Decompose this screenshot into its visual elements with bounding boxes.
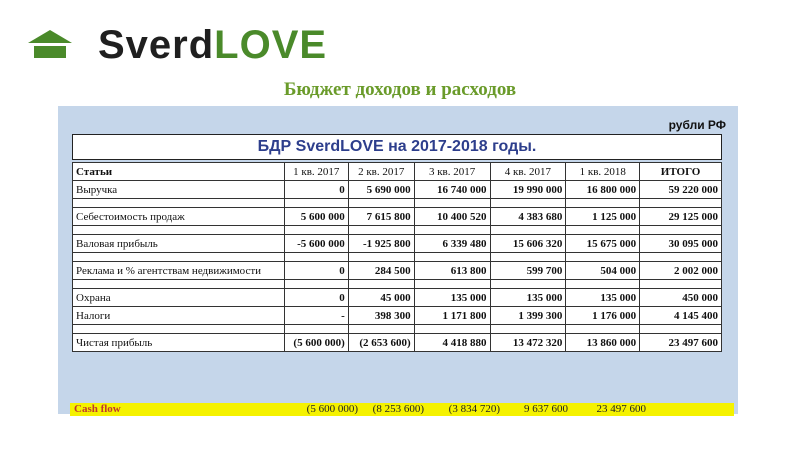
table-cell: 450 000 — [640, 289, 722, 307]
spacer-row — [73, 280, 722, 289]
table-cell: 0 — [284, 262, 348, 280]
table-cell: 15 675 000 — [566, 235, 640, 253]
header-cell: 4 кв. 2017 — [490, 163, 566, 181]
cashflow-value: 9 637 600 — [524, 403, 568, 415]
table-cell: 1 176 000 — [566, 307, 640, 325]
table-cell: 504 000 — [566, 262, 640, 280]
header-cell: ИТОГО — [640, 163, 722, 181]
spacer-row — [73, 253, 722, 262]
header-cell: 3 кв. 2017 — [414, 163, 490, 181]
table-cell: 4 418 880 — [414, 334, 490, 352]
table-cell: - — [284, 307, 348, 325]
table-header-row — [73, 163, 722, 181]
table-cell: 5 600 000 — [284, 208, 348, 226]
header-cell: 2 кв. 2017 — [348, 163, 414, 181]
row-label: Себестоимость продаж — [73, 208, 285, 226]
logo — [28, 22, 368, 72]
table-cell: 0 — [284, 181, 348, 199]
cashflow-value: (3 834 720) — [448, 403, 500, 415]
header-cell: 1 кв. 2017 — [284, 163, 348, 181]
table-cell: 30 095 000 — [640, 235, 722, 253]
table-cell: -1 925 800 — [348, 235, 414, 253]
table-cell: 45 000 — [348, 289, 414, 307]
table-cell: 1 399 300 — [490, 307, 566, 325]
page-title: Бюджет доходов и расходов — [283, 79, 517, 100]
header-cell: 1 кв. 2018 — [566, 163, 640, 181]
cashflow-value: (8 253 600) — [372, 403, 424, 415]
table-row — [73, 334, 722, 352]
table-cell: 4 383 680 — [490, 208, 566, 226]
table-cell: 398 300 — [348, 307, 414, 325]
row-label: Реклама и % агентствам недвижимости — [73, 262, 285, 280]
table-cell: 135 000 — [414, 289, 490, 307]
table-cell: 4 145 400 — [640, 307, 722, 325]
header-cell: Статьи — [73, 163, 285, 181]
row-label: Чистая прибыль — [73, 334, 285, 352]
table-row — [73, 208, 722, 226]
table-cell: 2 002 000 — [640, 262, 722, 280]
logo-text — [98, 22, 327, 68]
table-cell: 613 800 — [414, 262, 490, 280]
table-row — [73, 235, 722, 253]
table-cell: 5 690 000 — [348, 181, 414, 199]
table-cell: 6 339 480 — [414, 235, 490, 253]
table-cell: 29 125 000 — [640, 208, 722, 226]
row-label: Охрана — [73, 289, 285, 307]
table-cell: 0 — [284, 289, 348, 307]
budget-table — [72, 162, 722, 352]
row-label: Валовая прибыль — [73, 235, 285, 253]
table-cell: 1 171 800 — [414, 307, 490, 325]
house-icon — [28, 30, 72, 60]
budget-sheet — [58, 106, 738, 414]
table-cell: 13 472 320 — [490, 334, 566, 352]
cashflow-label: Cash flow — [74, 403, 121, 415]
row-label: Налоги — [73, 307, 285, 325]
spacer-row — [73, 226, 722, 235]
table-cell: 284 500 — [348, 262, 414, 280]
table-cell: 13 860 000 — [566, 334, 640, 352]
cashflow-value: 23 497 600 — [596, 403, 646, 415]
table-cell: 15 606 320 — [490, 235, 566, 253]
table-row — [73, 262, 722, 280]
currency-units: рубли РФ — [668, 118, 726, 132]
cashflow-row — [70, 403, 734, 416]
table-cell: 135 000 — [566, 289, 640, 307]
table-cell: 23 497 600 — [640, 334, 722, 352]
table-row — [73, 181, 722, 199]
table-cell: (5 600 000) — [284, 334, 348, 352]
table-cell: 599 700 — [490, 262, 566, 280]
logo-text-sverd: Sverd — [98, 23, 215, 67]
table-cell: 16 800 000 — [566, 181, 640, 199]
table-cell: (2 653 600) — [348, 334, 414, 352]
table-cell: -5 600 000 — [284, 235, 348, 253]
logo-text-love: LOVE — [214, 23, 328, 67]
table-cell: 19 990 000 — [490, 181, 566, 199]
cashflow-value: (5 600 000) — [306, 403, 358, 415]
table-cell: 1 125 000 — [566, 208, 640, 226]
table-row — [73, 289, 722, 307]
spacer-row — [73, 325, 722, 334]
spacer-row — [73, 199, 722, 208]
sheet-banner: БДР SverdLOVE на 2017-2018 годы. — [72, 134, 722, 160]
table-cell: 16 740 000 — [414, 181, 490, 199]
table-cell: 10 400 520 — [414, 208, 490, 226]
row-label: Выручка — [73, 181, 285, 199]
table-cell: 7 615 800 — [348, 208, 414, 226]
table-cell: 135 000 — [490, 289, 566, 307]
table-row — [73, 307, 722, 325]
table-cell: 59 220 000 — [640, 181, 722, 199]
